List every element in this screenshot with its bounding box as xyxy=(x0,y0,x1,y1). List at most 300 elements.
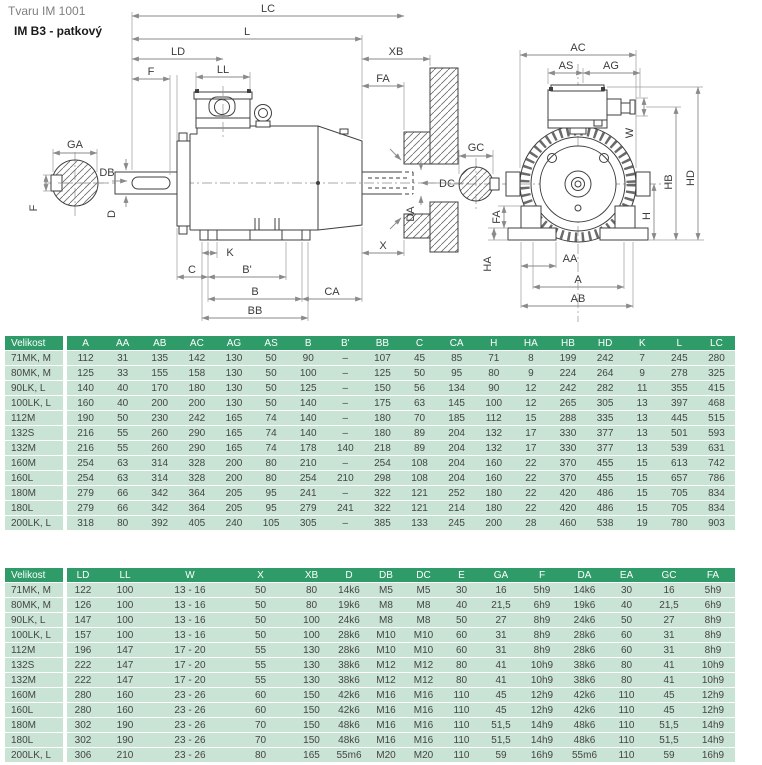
column-header: CA xyxy=(438,336,475,350)
dimension-cell: 48k6 xyxy=(563,733,606,747)
dimension-cell: 74 xyxy=(253,441,290,455)
column-header: LC xyxy=(698,336,735,350)
dim-label-b: B xyxy=(251,286,259,298)
dimension-cell: 13 - 16 xyxy=(151,628,229,642)
dimension-cell: 42k6 xyxy=(563,703,606,717)
row-header-size: 132M xyxy=(5,441,67,455)
dimension-cell: 147 xyxy=(67,613,99,627)
dimension-cell: 40 xyxy=(104,396,141,410)
dimension-cell: 9 xyxy=(512,366,549,380)
dimension-cell: 41 xyxy=(481,673,521,687)
dimension-cell: 631 xyxy=(698,441,735,455)
dim-label-ld: LD xyxy=(170,46,186,58)
dimension-cell: 150 xyxy=(292,718,331,732)
dimension-cell: 50 xyxy=(442,613,481,627)
dimension-cell: 15 xyxy=(624,486,661,500)
dimension-cell: 200 xyxy=(178,396,215,410)
dimension-cell: 265 xyxy=(549,396,586,410)
dimension-cell: 190 xyxy=(99,718,151,732)
dimension-cell: 355 xyxy=(661,381,698,395)
dimension-cell: 90 xyxy=(290,351,327,365)
column-header: X xyxy=(229,568,292,582)
dimension-cell: 38k6 xyxy=(563,673,606,687)
table-shaft-dimensions xyxy=(5,567,735,763)
dimension-cell: 110 xyxy=(442,688,481,702)
table-row xyxy=(5,351,735,365)
dimension-cell: 145 xyxy=(438,396,475,410)
dimension-cell: 13 - 16 xyxy=(151,598,229,612)
dimension-cell: 254 xyxy=(364,456,401,470)
dimension-cell: 205 xyxy=(215,486,252,500)
dimension-cell: 157 xyxy=(67,628,99,642)
dimension-cell: 130 xyxy=(292,673,331,687)
dimension-cell: 214 xyxy=(438,501,475,515)
dimension-cell: 8 xyxy=(512,351,549,365)
dimension-cell: 27 xyxy=(647,613,691,627)
dimension-cell: 38k6 xyxy=(331,658,367,672)
dimension-cell: M20 xyxy=(367,748,405,762)
dimension-cell: 55 xyxy=(104,426,141,440)
dimension-cell: 10h9 xyxy=(521,673,563,687)
dimension-cell: 14k6 xyxy=(563,583,606,597)
dim-label-ag: AG xyxy=(603,60,619,72)
dimension-cell: 13 - 16 xyxy=(151,613,229,627)
dim-label-ll: LL xyxy=(216,64,230,76)
dimension-cell: 290 xyxy=(178,441,215,455)
dim-label-dc: DC xyxy=(439,178,455,190)
dimension-cell: 13 - 16 xyxy=(151,583,229,597)
dimension-cell: M10 xyxy=(367,628,405,642)
dimension-cell: 142 xyxy=(178,351,215,365)
dimension-cell: 112 xyxy=(67,351,104,365)
row-header-size: 100LK, L xyxy=(5,628,67,642)
row-header-size: 180L xyxy=(5,501,67,515)
dimension-cell: M16 xyxy=(405,703,442,717)
dimension-cell: 71 xyxy=(475,351,512,365)
dimension-cell: M16 xyxy=(367,688,405,702)
technical-drawing xyxy=(0,0,762,330)
dimension-cell: 242 xyxy=(549,381,586,395)
dimension-cell: 23 - 26 xyxy=(151,703,229,717)
dim-label-l: L xyxy=(243,26,251,38)
row-header-size: 71MK, M xyxy=(5,351,67,365)
dimension-cell: 56 xyxy=(401,381,438,395)
dimension-cell: 60 xyxy=(606,628,647,642)
column-header: HD xyxy=(587,336,624,350)
dimension-cell: 60 xyxy=(442,643,481,657)
dimension-cell: 59 xyxy=(647,748,691,762)
dimension-cell: 50 xyxy=(401,366,438,380)
dimension-cell: 30 xyxy=(442,583,481,597)
dimension-cell: 486 xyxy=(587,486,624,500)
dimension-cell: 45 xyxy=(481,703,521,717)
dimension-cell: 17 - 20 xyxy=(151,673,229,687)
column-header: HB xyxy=(549,336,586,350)
dimension-cell: 45 xyxy=(647,688,691,702)
dimension-cell: 204 xyxy=(438,441,475,455)
dimension-cell: 210 xyxy=(99,748,151,762)
dimension-cell: M8 xyxy=(367,613,405,627)
dimension-cell: 70 xyxy=(229,733,292,747)
dimension-cell: 110 xyxy=(442,733,481,747)
dimension-cell: 133 xyxy=(401,516,438,530)
dimension-cell: 66 xyxy=(104,501,141,515)
table-row xyxy=(5,748,735,762)
dimension-cell: 158 xyxy=(178,366,215,380)
dimension-cell: 41 xyxy=(481,658,521,672)
dimension-cell: – xyxy=(327,411,364,425)
dimension-cell: M8 xyxy=(405,613,442,627)
dimension-cell: M5 xyxy=(405,583,442,597)
dimension-cell: 705 xyxy=(661,501,698,515)
column-header: Velikost xyxy=(5,568,67,582)
dimension-cell: 170 xyxy=(141,381,178,395)
dimension-cell: 80 xyxy=(606,658,647,672)
dim-label-x: X xyxy=(379,240,387,252)
row-header-size: 200LK, L xyxy=(5,516,67,530)
dimension-cell: 108 xyxy=(401,471,438,485)
dimension-cell: 318 xyxy=(67,516,104,530)
dim-label-fa-front: FA xyxy=(491,210,503,224)
dimension-cell: 9 xyxy=(624,366,661,380)
dimension-cell: 252 xyxy=(438,486,475,500)
dimension-cell: – xyxy=(327,366,364,380)
dimension-cell: 80 xyxy=(292,583,331,597)
dimension-cell: 51,5 xyxy=(481,718,521,732)
dimension-cell: 45 xyxy=(401,351,438,365)
dimension-cell: 100 xyxy=(99,628,151,642)
dimension-cell: – xyxy=(327,516,364,530)
row-header-size: 180M xyxy=(5,486,67,500)
dimension-cell: 60 xyxy=(229,688,292,702)
dimension-cell: 14h9 xyxy=(691,718,735,732)
dimension-cell: 80 xyxy=(253,456,290,470)
dimension-cell: 110 xyxy=(606,748,647,762)
dim-label-bb: BB xyxy=(247,305,263,317)
dimension-cell: M12 xyxy=(367,673,405,687)
dimension-cell: M16 xyxy=(367,733,405,747)
dimension-cell: 22 xyxy=(512,501,549,515)
row-header-size: 132S xyxy=(5,658,67,672)
dimension-cell: 377 xyxy=(587,441,624,455)
dimension-cell: 330 xyxy=(549,426,586,440)
dimension-cell: 180 xyxy=(178,381,215,395)
dimension-cell: M16 xyxy=(367,718,405,732)
dimension-cell: 38k6 xyxy=(563,658,606,672)
dim-label-a: A xyxy=(574,274,582,286)
dimension-cell: 31 xyxy=(481,643,521,657)
dimension-cell: 165 xyxy=(215,411,252,425)
dimension-cell: 205 xyxy=(215,501,252,515)
dimension-cell: 6h9 xyxy=(521,598,563,612)
column-header: B xyxy=(290,336,327,350)
dim-label-fa-side: FA xyxy=(376,73,390,85)
dimension-cell: 155 xyxy=(141,366,178,380)
dimension-cell: 28k6 xyxy=(331,628,367,642)
dimension-cell: 14h9 xyxy=(521,733,563,747)
dimension-cell: 90 xyxy=(475,381,512,395)
dimension-cell: 486 xyxy=(587,501,624,515)
dimension-cell: 15 xyxy=(624,501,661,515)
dimension-cell: 282 xyxy=(587,381,624,395)
dimension-cell: – xyxy=(327,396,364,410)
dimension-cell: 59 xyxy=(481,748,521,762)
dimension-cell: 28k6 xyxy=(563,628,606,642)
dimension-cell: 28k6 xyxy=(331,643,367,657)
dimension-cell: 55m6 xyxy=(331,748,367,762)
dimension-cell: – xyxy=(327,486,364,500)
dimension-cell: 42k6 xyxy=(331,688,367,702)
dimension-cell: 288 xyxy=(549,411,586,425)
dimension-cell: 55m6 xyxy=(563,748,606,762)
dimension-cell: 100 xyxy=(290,366,327,380)
dim-label-gc: GC xyxy=(467,142,485,154)
dimension-cell: 22 xyxy=(512,486,549,500)
column-header: FA xyxy=(691,568,735,582)
dimension-cell: – xyxy=(327,456,364,470)
dimension-cell: 28k6 xyxy=(563,643,606,657)
dimension-cell: 41 xyxy=(647,658,691,672)
dimension-cell: 302 xyxy=(67,733,99,747)
dimension-cell: 264 xyxy=(587,366,624,380)
dimension-cell: 50 xyxy=(253,366,290,380)
row-header-size: 80MK, M xyxy=(5,598,67,612)
dimension-cell: 178 xyxy=(290,441,327,455)
dim-label-ac: AC xyxy=(570,42,586,54)
dimension-cell: 165 xyxy=(292,748,331,762)
dimension-cell: 420 xyxy=(549,486,586,500)
dimension-cell: M16 xyxy=(367,703,405,717)
column-header: DC xyxy=(405,568,442,582)
dim-label-as: AS xyxy=(558,60,574,72)
dimension-cell: 501 xyxy=(661,426,698,440)
dim-label-c: C xyxy=(188,264,196,276)
row-header-size: 160L xyxy=(5,471,67,485)
dim-label-hb: HB xyxy=(663,174,675,190)
dimension-cell: 302 xyxy=(67,718,99,732)
dimension-cell: 322 xyxy=(364,486,401,500)
dimension-cell: 23 - 26 xyxy=(151,688,229,702)
dimension-cell: 455 xyxy=(587,471,624,485)
column-header: L xyxy=(661,336,698,350)
dimension-cell: 100 xyxy=(475,396,512,410)
dimension-cell: 15 xyxy=(624,471,661,485)
column-header: B' xyxy=(327,336,364,350)
dim-label-f-left: F xyxy=(28,204,40,212)
dimension-cell: 74 xyxy=(253,411,290,425)
dimension-cell: 16h9 xyxy=(521,748,563,762)
dimension-cell: 50 xyxy=(104,411,141,425)
dimension-cell: 112 xyxy=(475,411,512,425)
table-row xyxy=(5,516,735,530)
dimension-cell: M16 xyxy=(405,718,442,732)
dimension-cell: 80 xyxy=(229,748,292,762)
dimension-cell: 121 xyxy=(401,501,438,515)
dimension-cell: 31 xyxy=(647,628,691,642)
dimension-cell: 254 xyxy=(67,471,104,485)
dimension-cell: 55 xyxy=(229,673,292,687)
dimension-cell: 5h9 xyxy=(691,583,735,597)
dimension-cell: 10h9 xyxy=(521,658,563,672)
column-header: BB xyxy=(364,336,401,350)
dimension-cell: M16 xyxy=(405,733,442,747)
dimension-cell: 204 xyxy=(438,471,475,485)
dimension-cell: 150 xyxy=(364,381,401,395)
dim-label-hd: HD xyxy=(685,170,697,186)
dimension-cell: 705 xyxy=(661,486,698,500)
dimension-cell: 11 xyxy=(624,381,661,395)
dimension-cell: 903 xyxy=(698,516,735,530)
dimension-cell: 100 xyxy=(292,628,331,642)
dimension-cell: 63 xyxy=(401,396,438,410)
dimension-cell: 305 xyxy=(290,516,327,530)
dimension-cell: 28 xyxy=(512,516,549,530)
dimension-cell: 12h9 xyxy=(691,688,735,702)
dimension-cell: 147 xyxy=(99,658,151,672)
dimension-cell: 17 xyxy=(512,441,549,455)
dimension-cell: 14h9 xyxy=(691,733,735,747)
dimension-cell: 200 xyxy=(475,516,512,530)
dimension-cell: 279 xyxy=(67,501,104,515)
dimension-cell: 66 xyxy=(104,486,141,500)
table-mounting-dimensions xyxy=(5,335,735,531)
dimension-cell: 110 xyxy=(606,733,647,747)
dimension-cell: 132 xyxy=(475,441,512,455)
dimension-cell: 245 xyxy=(661,351,698,365)
dimension-cell: 392 xyxy=(141,516,178,530)
dimension-cell: 415 xyxy=(698,381,735,395)
dimension-cell: 8h9 xyxy=(521,613,563,627)
row-header-size: 112M xyxy=(5,411,67,425)
dimension-cell: 40 xyxy=(606,598,647,612)
row-header-size: 160L xyxy=(5,703,67,717)
column-header: F xyxy=(521,568,563,582)
table-row xyxy=(5,486,735,500)
dimension-cell: 42k6 xyxy=(563,688,606,702)
dimension-cell: 175 xyxy=(364,396,401,410)
dimension-cell: 210 xyxy=(327,471,364,485)
dimension-cell: 31 xyxy=(647,643,691,657)
dimension-cell: 95 xyxy=(438,366,475,380)
dimension-cell: 180 xyxy=(364,411,401,425)
table-row xyxy=(5,501,735,515)
table-row xyxy=(5,703,735,717)
dimension-cell: 290 xyxy=(178,426,215,440)
dimension-cell: 515 xyxy=(698,411,735,425)
column-header: AS xyxy=(253,336,290,350)
dimension-cell: 13 xyxy=(624,411,661,425)
dimension-cell: 125 xyxy=(67,366,104,380)
dimension-cell: 105 xyxy=(253,516,290,530)
column-header: AG xyxy=(215,336,252,350)
dimension-cell: 50 xyxy=(606,613,647,627)
row-header-size: 132M xyxy=(5,673,67,687)
dimension-cell: 12h9 xyxy=(521,703,563,717)
dimension-cell: 230 xyxy=(141,411,178,425)
row-header-size: 160M xyxy=(5,456,67,470)
dimension-cell: 130 xyxy=(215,366,252,380)
dimension-cell: 397 xyxy=(661,396,698,410)
table-row xyxy=(5,471,735,485)
dimension-cell: – xyxy=(327,351,364,365)
dimension-cell: 657 xyxy=(661,471,698,485)
table-row xyxy=(5,733,735,747)
dimension-cell: 16h9 xyxy=(691,748,735,762)
dimension-cell: 19k6 xyxy=(563,598,606,612)
dimension-cell: 40 xyxy=(442,598,481,612)
dimension-cell: 306 xyxy=(67,748,99,762)
dimension-cell: 593 xyxy=(698,426,735,440)
dim-label-f-top: F xyxy=(147,66,155,78)
dimension-cell: 140 xyxy=(67,381,104,395)
dimension-cell: 7 xyxy=(624,351,661,365)
dimension-cell: 15 xyxy=(512,411,549,425)
dimension-cell: 50 xyxy=(253,351,290,365)
dimension-cell: 165 xyxy=(215,441,252,455)
dimension-cell: 222 xyxy=(67,658,99,672)
dimension-cell: 150 xyxy=(292,688,331,702)
column-header: GC xyxy=(647,568,691,582)
table-row xyxy=(5,583,735,597)
dimension-cell: 140 xyxy=(290,411,327,425)
dimension-cell: 278 xyxy=(661,366,698,380)
dimension-cell: 10h9 xyxy=(691,658,735,672)
dimension-cell: 245 xyxy=(438,516,475,530)
dimension-cell: 279 xyxy=(290,501,327,515)
dimension-cell: M16 xyxy=(405,688,442,702)
dimension-cell: 60 xyxy=(442,628,481,642)
dimension-cell: 107 xyxy=(364,351,401,365)
dimension-cell: 8h9 xyxy=(691,613,735,627)
dimension-cell: 241 xyxy=(290,486,327,500)
dimension-cell: 50 xyxy=(229,598,292,612)
dimension-cell: M8 xyxy=(367,598,405,612)
dim-label-w: W xyxy=(624,127,636,139)
dimension-cell: 385 xyxy=(364,516,401,530)
dim-label-ga: GA xyxy=(67,139,83,151)
dimension-cell: 199 xyxy=(549,351,586,365)
dimension-cell: 160 xyxy=(99,703,151,717)
dimension-cell: 108 xyxy=(401,456,438,470)
dimension-cell: 85 xyxy=(438,351,475,365)
dimension-cell: 613 xyxy=(661,456,698,470)
dimension-cell: 445 xyxy=(661,411,698,425)
dimension-cell: 24k6 xyxy=(563,613,606,627)
column-header: GA xyxy=(481,568,521,582)
table-row xyxy=(5,673,735,687)
dim-label-ca: CA xyxy=(324,286,340,298)
column-header: K xyxy=(624,336,661,350)
dimension-cell: 21,5 xyxy=(481,598,521,612)
dimension-cell: 14k6 xyxy=(331,583,367,597)
dimension-cell: 834 xyxy=(698,501,735,515)
dimension-cell: 89 xyxy=(401,426,438,440)
dimension-cell: 342 xyxy=(141,486,178,500)
table-row xyxy=(5,598,735,612)
dimension-cell: M10 xyxy=(367,643,405,657)
page-subtitle: IM B3 - patkový xyxy=(14,24,103,38)
dimension-cell: 204 xyxy=(438,456,475,470)
dimension-cell: 298 xyxy=(364,471,401,485)
dimension-cell: 23 - 26 xyxy=(151,733,229,747)
dimension-cell: 100 xyxy=(292,613,331,627)
dimension-cell: 260 xyxy=(141,426,178,440)
dim-label-da: DA xyxy=(405,206,417,222)
dimension-cell: 13 xyxy=(624,441,661,455)
dimension-cell: 322 xyxy=(364,501,401,515)
dimension-cell: 95 xyxy=(253,501,290,515)
dimension-cell: 305 xyxy=(587,396,624,410)
